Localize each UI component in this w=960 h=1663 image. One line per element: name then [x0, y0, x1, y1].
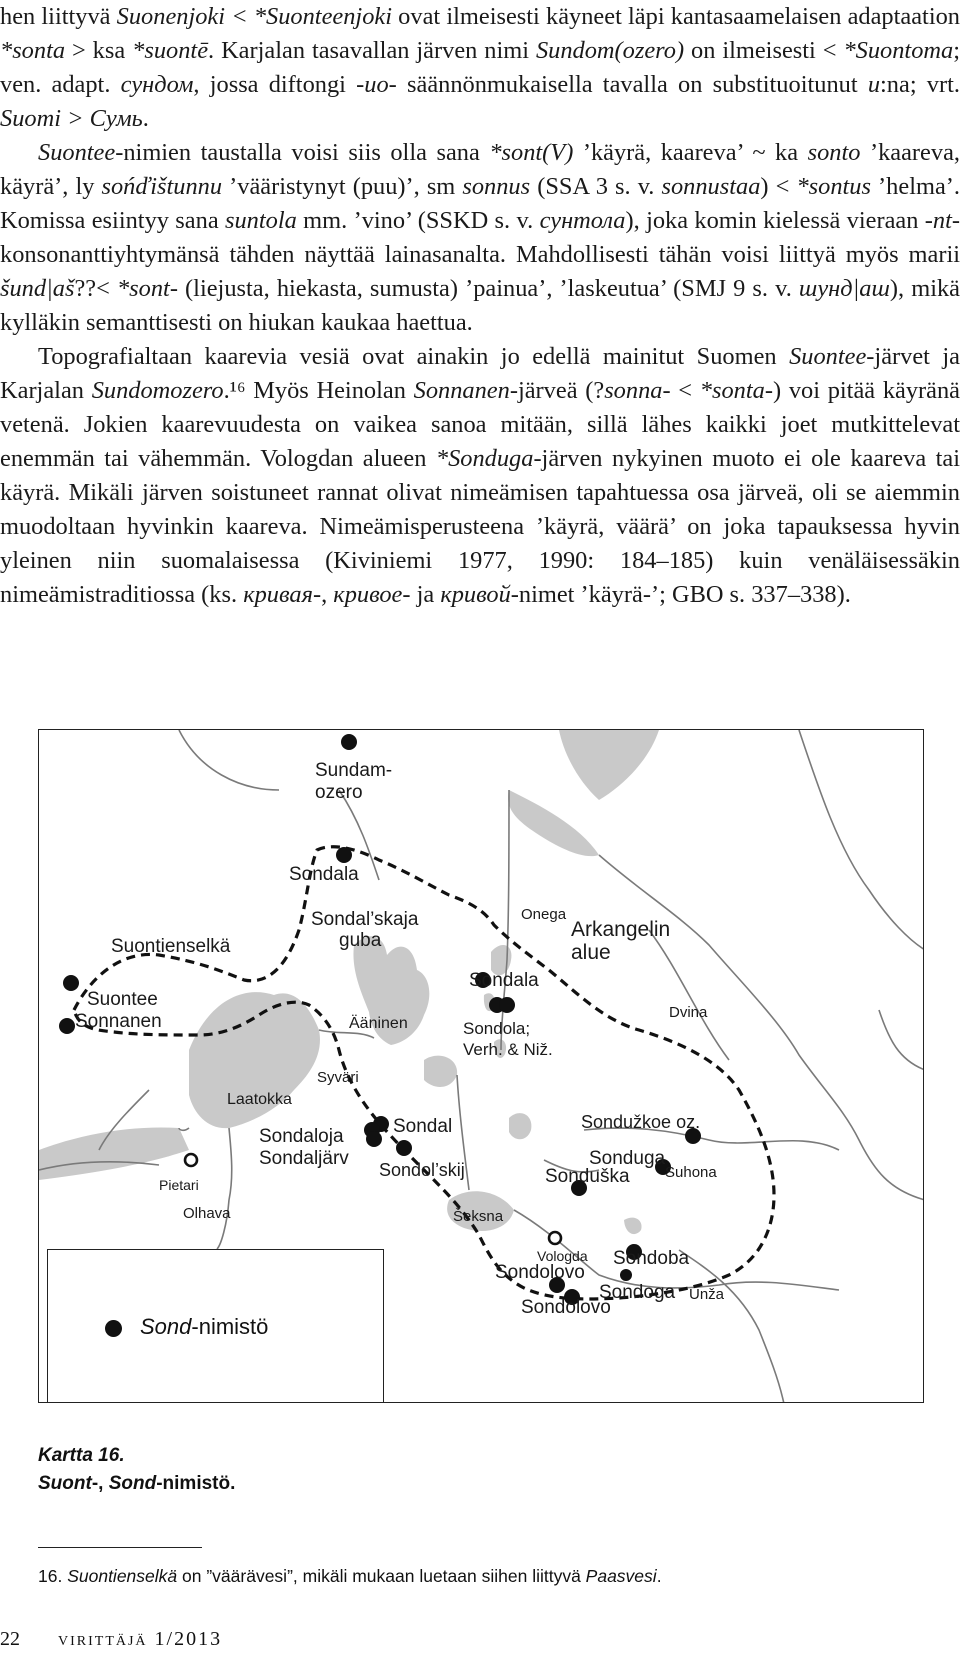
text-segment: Sundom(ozero) — [535, 37, 685, 64]
text-segment: Suontee — [789, 343, 867, 370]
text-segment: -uo- — [356, 71, 397, 98]
text-segment: sonnus — [462, 173, 531, 200]
label-sondala-north: Sondala — [289, 864, 359, 885]
text-segment: . — [142, 105, 149, 132]
footnote-text: on ”väärävesi”, mikäli mukaan luetaan siihen liittyvä — [177, 1566, 586, 1586]
river-unza — [679, 1250, 784, 1403]
label-suhona: Suhona — [665, 1164, 717, 1181]
text-segment: (SSA 3 s. v. — [530, 173, 662, 200]
dot-sondala-north — [336, 847, 352, 863]
dot-sondolskij — [396, 1140, 412, 1156]
text-segment: ovat ilmeisesti käyneet läpi kantasaamelaisen adaptaation — [392, 3, 960, 30]
body-text — [0, 0, 960, 612]
river-mezen — [799, 730, 924, 950]
text-segment: sonnustaa — [661, 173, 761, 200]
text-segment: шунд|аш — [798, 275, 890, 302]
text-segment: Suonenjoki < *Suonteenjoki — [116, 3, 393, 30]
text-segment: *sont(V) — [489, 139, 574, 166]
text-segment: *sontus — [796, 173, 871, 200]
label-sonduga: Sonduga — [589, 1148, 666, 1169]
text-segment: - ja — [402, 581, 441, 608]
label-pietari: Pietari — [159, 1177, 199, 1193]
text-segment: -, — [312, 581, 334, 608]
white-sea — [559, 730, 659, 800]
text-segment: Topografialtaan kaarevia vesiä ovat ainakin jo edellä mainitut Suomen — [38, 343, 790, 370]
label-sondal: Sondal — [393, 1116, 453, 1137]
text-segment: sonto — [807, 139, 861, 166]
footnote-term: Suontienselkä — [67, 1566, 178, 1586]
text-segment: -järveä (? — [509, 377, 605, 404]
gulf-of-finland-water — [39, 1127, 189, 1180]
dot-suontee — [59, 1018, 75, 1034]
lake-beloye — [424, 1056, 457, 1087]
footnote-number: 16. — [38, 1566, 63, 1586]
label-sundamozero-2: ozero — [315, 782, 363, 803]
label-sondala-east: Sondala — [469, 970, 539, 991]
lake-sondoga — [624, 1218, 642, 1234]
caption-title: Kartta 16. — [38, 1445, 125, 1466]
river-neva — [179, 1128, 189, 1130]
footnote: 16. Suontienselkä on ”väärävesi”, mikäli mukaan luetaan siihen liittyvä Paasvesi. — [38, 1566, 662, 1586]
text-segment: -nimet ’käyrä-’; GBO s. 337–338). — [510, 581, 851, 608]
river-east-small — [879, 1010, 924, 1070]
text-segment: Suontee — [38, 139, 116, 166]
text-segment: ’vääristynyt (puu)’, sm — [222, 173, 463, 200]
text-segment: кривая — [243, 581, 313, 608]
caption-subtitle: Suont-, Sond-nimistö. — [38, 1473, 236, 1494]
text-segment: ) < — [760, 173, 797, 200]
label-arkangelin-1: Arkangelin — [571, 918, 671, 941]
label-seksna: Šeksna — [453, 1208, 504, 1225]
text-segment: ’kaareva, käyrä’, ly — [0, 139, 960, 200]
text-segment: *sonta- — [699, 377, 773, 404]
label-sondolovo-2: Sondolovo — [521, 1297, 611, 1318]
label-sondalskaja-1: Sondal’skaja — [311, 909, 419, 930]
text-segment: -järven nykyinen muoto ei ole kaareva tai käyrä. Mikäli järven soistuneet rannat olivat nimeämisen tapahtuessa osa järveä, oli se aiemmin muodoltaan hyvinkin kaareva. Nimeämisperusteena ’käyrä, väärä’ on joka tapauksessa hyvin yleinen niin suomalaisessa (Kiviniemi 1977, 1990: 184–185) kuin venäläisessäkin nimeämistraditiossa (ks. — [0, 445, 960, 608]
text-segment: on ilmeisesti < — [684, 37, 844, 64]
dot-sondoga — [620, 1269, 632, 1281]
dot-sondal-3 — [366, 1131, 382, 1147]
text-segment: кривой — [440, 581, 511, 608]
text-segment: ’helma’. Komissa esiintyy sana — [0, 173, 960, 234]
label-sondoba: Sondoba — [613, 1248, 690, 1269]
label-sonduzkoe: Sondužkoe oz. — [581, 1112, 701, 1132]
label-arkangelin-2: alue — [571, 941, 611, 964]
text-segment: .¹⁶ Myös Heinolan — [223, 377, 414, 404]
label-sonnanen: Sonnanen — [75, 1011, 162, 1032]
text-segment: кривое — [333, 581, 403, 608]
label-sondoga: Sondoga — [599, 1282, 676, 1303]
text-segment: hen liittyvä — [0, 3, 117, 30]
body-paragraph — [0, 340, 960, 612]
text-segment: . Karjalan tasavallan järven nimi — [208, 37, 536, 64]
text-segment: säännönmukaisella tavalla on substituoitunut — [396, 71, 868, 98]
text-segment: , jossa diftongi — [193, 71, 357, 98]
map-figure — [38, 729, 924, 1403]
label-vologda: Vologda — [537, 1248, 588, 1264]
text-segment: Sundomozero — [91, 377, 224, 404]
text-segment: < — [670, 377, 700, 404]
label-onega: Onega — [521, 906, 567, 923]
text-segment: сунтола — [539, 207, 626, 234]
text-segment: *Sonduga — [435, 445, 534, 472]
text-segment: сундом — [120, 71, 194, 98]
river-vaga — [649, 930, 729, 1060]
text-segment: konsonanttiyhtymänsä tähden näyttää lainasanalta. Mahdollisesti tähän voisi liittyä myös marii — [0, 241, 960, 268]
text-segment: sonna- — [604, 377, 671, 404]
lake-kubenskoe — [509, 1113, 531, 1139]
text-segment: u — [867, 71, 881, 98]
footnote-rule — [38, 1547, 202, 1548]
text-segment: *suontē — [132, 37, 209, 64]
text-segment: Sonnanen — [413, 377, 510, 404]
text-segment: *sont- — [116, 275, 178, 302]
text-segment: suntola — [225, 207, 297, 234]
text-segment: -nimien taustalla voisi siis olla sana — [115, 139, 490, 166]
label-sondolskij: Sondol’skij — [379, 1160, 465, 1180]
text-segment: ), joka komin kielessä vieraan — [625, 207, 925, 234]
label-laatokka: Laatokka — [227, 1091, 292, 1108]
footnote-term2: Paasvesi — [585, 1566, 657, 1586]
river-north-1 — [179, 730, 279, 790]
map-caption — [38, 1442, 235, 1498]
label-sondola-2: Verh. & Niž. — [463, 1040, 553, 1059]
text-segment: (liejusta, hiekasta, sumusta) ’painua’, ’laskeutua’ (SMJ 9 s. v. — [177, 275, 799, 302]
text-segment: ) voi pitää käyränä vetenä. Jokien kaarevuudesta on vaikea sanoa mitään, sillä lähes kaikki joet mutkittelevat enemmän tai vähemmän. Vologdan alueen — [0, 377, 960, 472]
page-footer — [0, 1628, 400, 1651]
label-suontee: Suontee — [87, 989, 158, 1010]
label-suontienselka: Suontienselkä — [111, 936, 231, 957]
journal-name: virittäjä 1/2013 — [58, 1628, 223, 1650]
label-sondalskaja-2: guba — [339, 930, 382, 951]
map-legend — [47, 1249, 384, 1403]
text-segment: Suomi > Сумь — [0, 105, 143, 132]
text-segment: *sonta — [0, 37, 66, 64]
text-segment: -järvet ja Karjalan — [0, 343, 960, 404]
river-volhov — [217, 1128, 232, 1249]
city-pietari — [185, 1154, 197, 1166]
text-segment: :na; vrt. — [880, 71, 960, 98]
label-sondola-1: Sondola; — [463, 1019, 531, 1038]
text-segment: mm. ’vino’ (SSKD s. v. — [296, 207, 540, 234]
text-segment: ??< — [74, 275, 117, 302]
label-olhava: Olhava — [183, 1205, 231, 1222]
onega-bay — [508, 790, 599, 856]
dot-sundamozero — [341, 734, 357, 750]
label-unza: Unža — [689, 1286, 725, 1303]
label-sondaloja-2: Sondaljärv — [259, 1148, 349, 1169]
body-paragraph — [0, 136, 960, 340]
legend-label: Sond-nimistö — [140, 1314, 269, 1339]
dot-suontienselka — [63, 975, 79, 991]
city-vologda — [549, 1232, 561, 1244]
text-segment: ’käyrä, kaareva’ ~ ka — [573, 139, 808, 166]
label-sonduska: Sonduška — [545, 1166, 630, 1187]
text-segment: *Suontoma — [843, 37, 954, 64]
label-sundamozero-1: Sundam- — [315, 760, 393, 781]
text-segment: ; ven. adapt. — [0, 37, 960, 98]
page-number: 22 — [0, 1628, 20, 1650]
text-segment: -nt- — [924, 207, 960, 234]
label-syvari: Syväri — [317, 1069, 359, 1086]
legend-dot-icon — [105, 1320, 122, 1337]
text-segment: > ksa — [65, 37, 133, 64]
label-sondaloja-1: Sondaloja — [259, 1126, 344, 1147]
text-segment: sońďištunnu — [101, 173, 223, 200]
body-paragraph — [0, 0, 960, 136]
label-sondolovo-1: Sondolovo — [495, 1262, 585, 1283]
label-aaninen: Ääninen — [349, 1015, 408, 1032]
text-segment: ), mikä kylläkin semanttisesti on hiukan kaukaa haettua. — [0, 275, 960, 336]
dot-sondola-2 — [499, 997, 515, 1013]
label-dvina: Dvina — [669, 1004, 708, 1021]
text-segment: šund|aš — [0, 275, 75, 302]
